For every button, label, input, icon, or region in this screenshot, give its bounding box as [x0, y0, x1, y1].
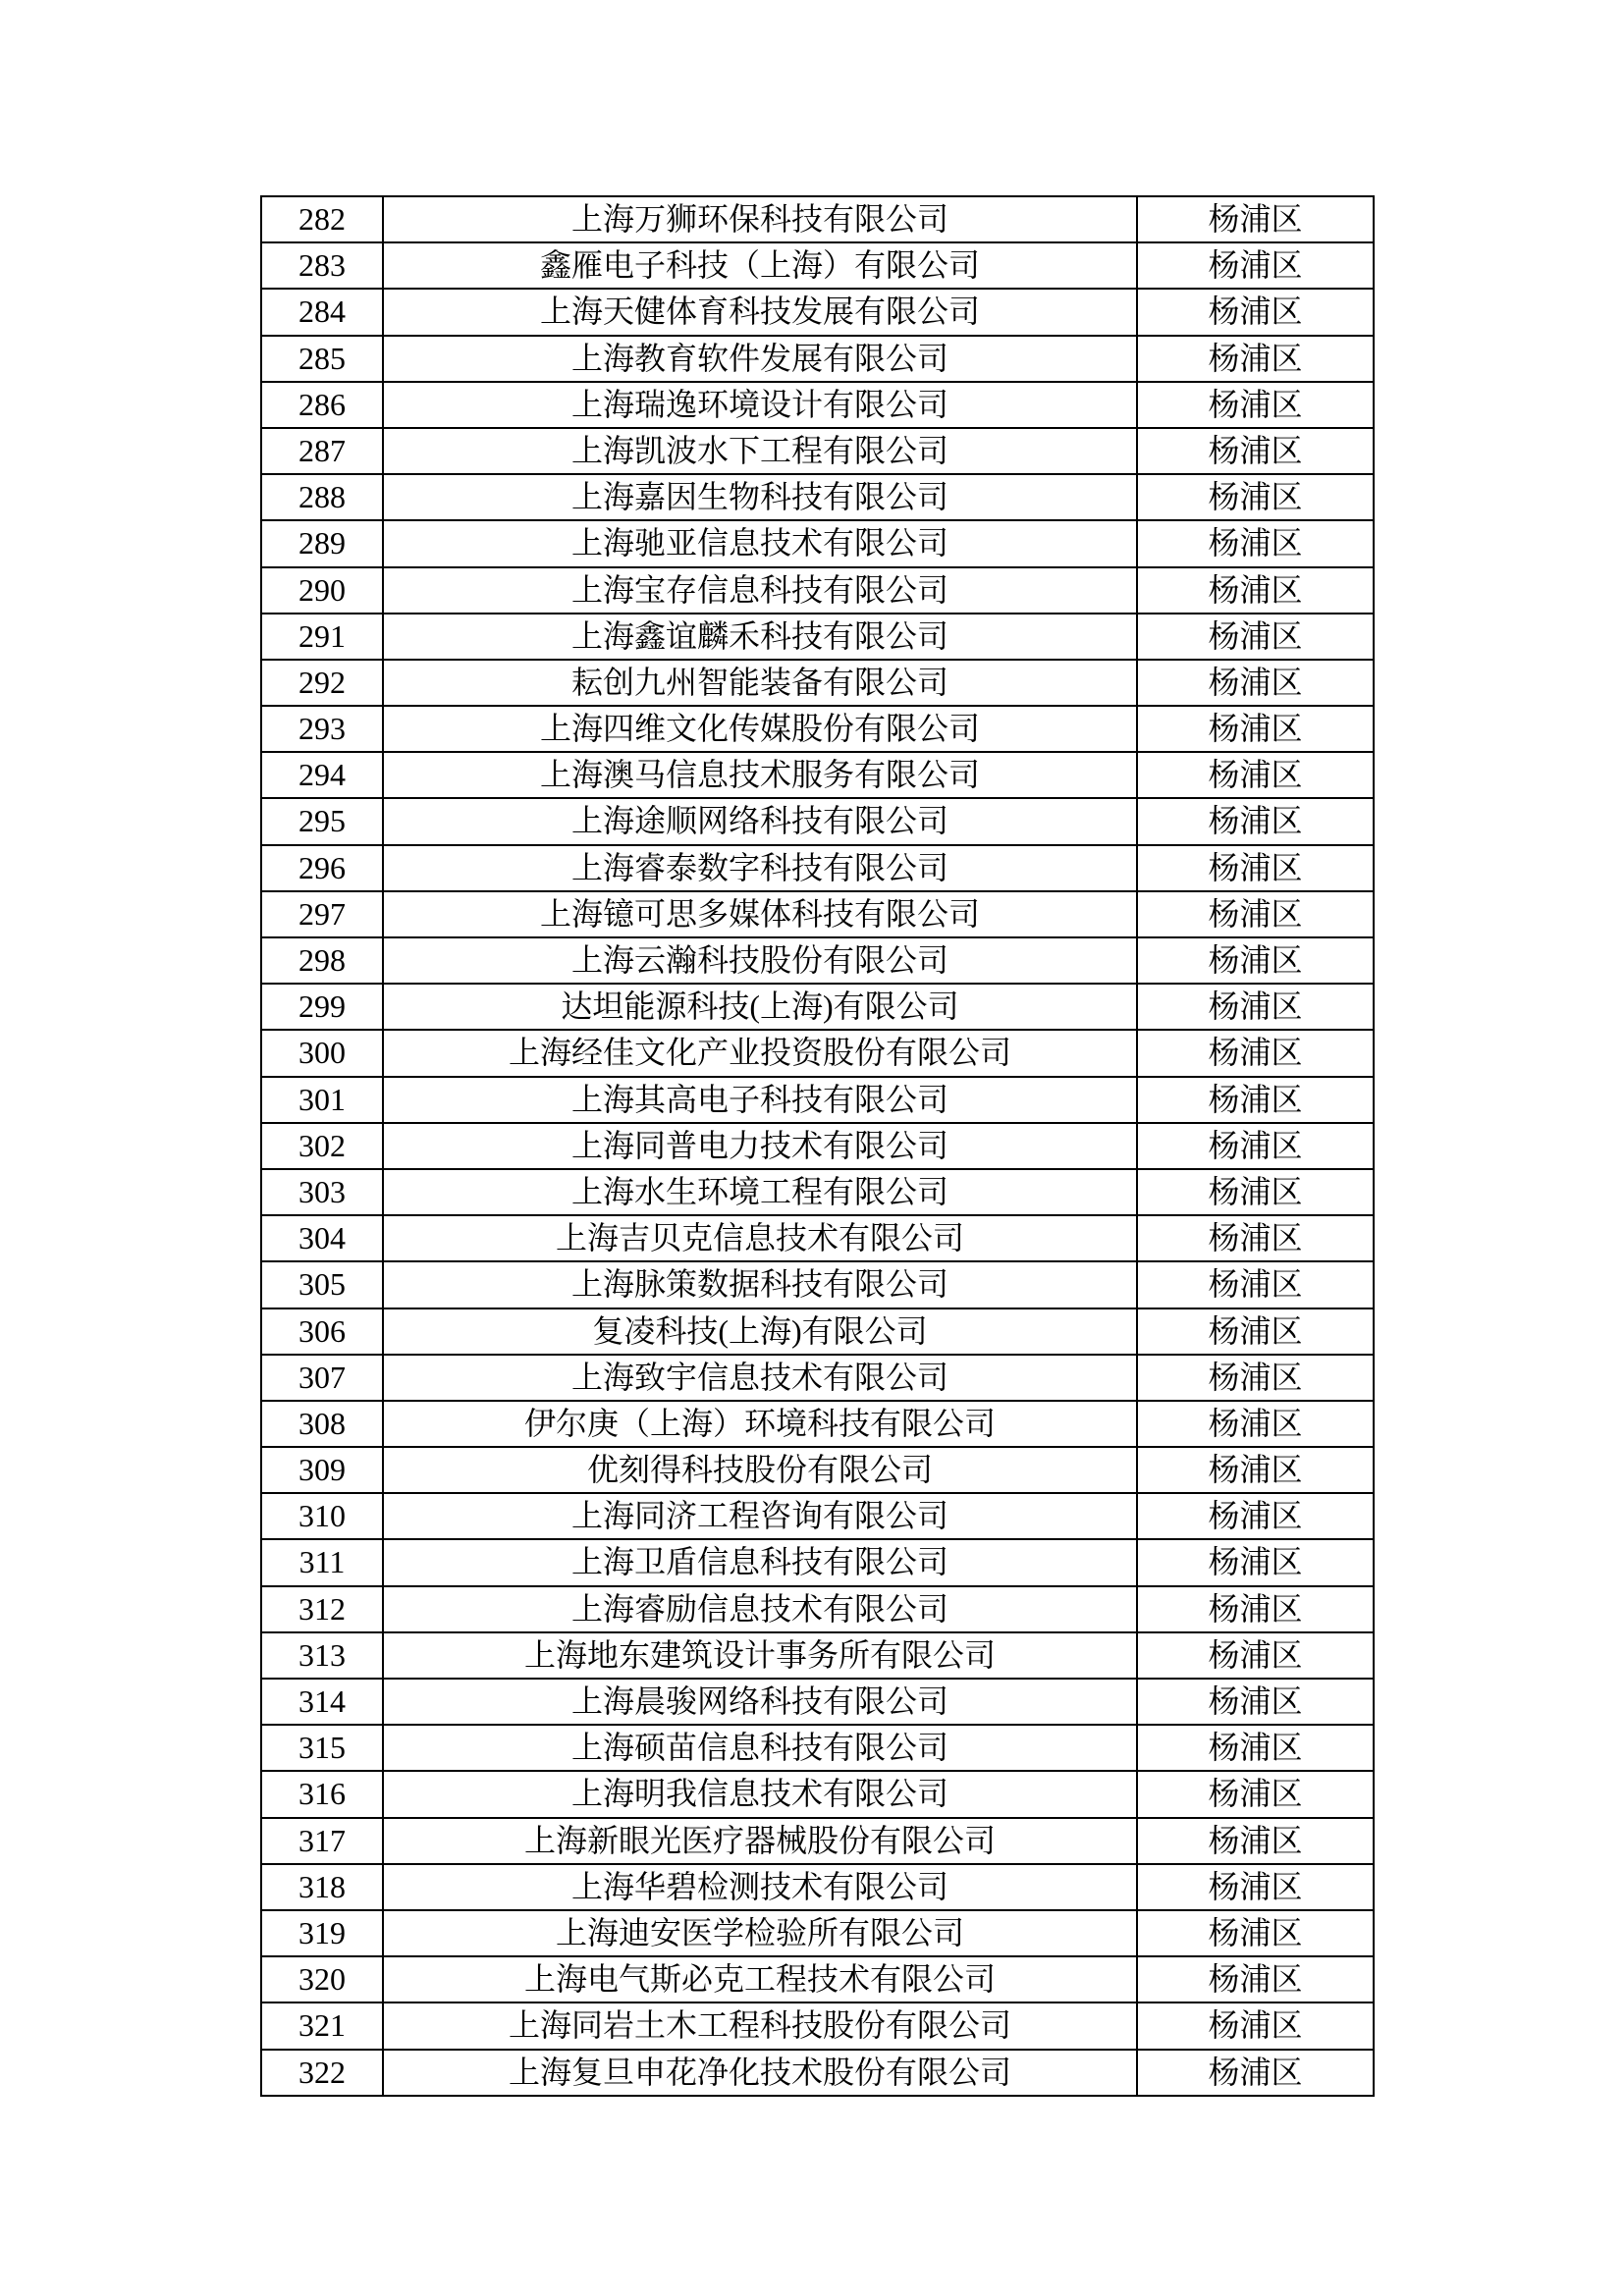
table-row [261, 1123, 1374, 1169]
table-row [261, 242, 1374, 289]
table-row [261, 660, 1374, 706]
company-name-cell: 达坦能源科技(上海)有限公司 [383, 984, 1137, 1030]
table-row [261, 2002, 1374, 2049]
table-row [261, 891, 1374, 937]
district-cell: 杨浦区 [1137, 428, 1374, 474]
row-number-cell: 282 [261, 196, 383, 242]
row-number-cell: 315 [261, 1725, 383, 1771]
table-row [261, 336, 1374, 382]
row-number-cell: 303 [261, 1169, 383, 1215]
company-name-cell: 上海天健体育科技发展有限公司 [383, 289, 1137, 335]
row-number-cell: 320 [261, 1956, 383, 2002]
company-name-cell: 上海万狮环保科技有限公司 [383, 196, 1137, 242]
company-name-cell: 伊尔庚（上海）环境科技有限公司 [383, 1401, 1137, 1447]
row-number-cell: 318 [261, 1864, 383, 1910]
company-name-cell: 上海宝存信息科技有限公司 [383, 567, 1137, 614]
company-name-cell: 上海经佳文化产业投资股份有限公司 [383, 1030, 1137, 1076]
row-number-cell: 321 [261, 2002, 383, 2049]
table-row [261, 1169, 1374, 1215]
row-number-cell: 285 [261, 336, 383, 382]
company-name-cell: 上海云瀚科技股份有限公司 [383, 937, 1137, 984]
table-row [261, 1539, 1374, 1585]
company-name-cell: 上海明我信息技术有限公司 [383, 1771, 1137, 1817]
district-cell: 杨浦区 [1137, 1818, 1374, 1864]
district-cell: 杨浦区 [1137, 1771, 1374, 1817]
district-cell: 杨浦区 [1137, 614, 1374, 660]
table-row [261, 1308, 1374, 1355]
row-number-cell: 309 [261, 1447, 383, 1493]
company-name-cell: 上海教育软件发展有限公司 [383, 336, 1137, 382]
row-number-cell: 289 [261, 520, 383, 566]
district-cell: 杨浦区 [1137, 1493, 1374, 1539]
district-cell: 杨浦区 [1137, 1261, 1374, 1308]
row-number-cell: 313 [261, 1632, 383, 1679]
district-cell: 杨浦区 [1137, 382, 1374, 428]
district-cell: 杨浦区 [1137, 520, 1374, 566]
company-name-cell: 上海新眼光医疗器械股份有限公司 [383, 1818, 1137, 1864]
table-row [261, 1818, 1374, 1864]
company-name-cell: 上海复旦申花净化技术股份有限公司 [383, 2050, 1137, 2097]
district-cell: 杨浦区 [1137, 196, 1374, 242]
company-name-cell: 上海致宇信息技术有限公司 [383, 1355, 1137, 1401]
row-number-cell: 283 [261, 242, 383, 289]
company-name-cell: 上海华碧检测技术有限公司 [383, 1864, 1137, 1910]
company-name-cell: 上海脉策数据科技有限公司 [383, 1261, 1137, 1308]
table-row [261, 614, 1374, 660]
row-number-cell: 314 [261, 1679, 383, 1725]
district-cell: 杨浦区 [1137, 1030, 1374, 1076]
district-cell: 杨浦区 [1137, 1123, 1374, 1169]
row-number-cell: 322 [261, 2050, 383, 2097]
district-cell: 杨浦区 [1137, 1401, 1374, 1447]
district-cell: 杨浦区 [1137, 1725, 1374, 1771]
row-number-cell: 306 [261, 1308, 383, 1355]
company-name-cell: 上海地东建筑设计事务所有限公司 [383, 1632, 1137, 1679]
table-row [261, 289, 1374, 335]
district-cell: 杨浦区 [1137, 336, 1374, 382]
row-number-cell: 304 [261, 1215, 383, 1261]
table-row [261, 196, 1374, 242]
district-cell: 杨浦区 [1137, 1910, 1374, 1956]
company-name-cell: 上海水生环境工程有限公司 [383, 1169, 1137, 1215]
row-number-cell: 295 [261, 798, 383, 844]
table-row [261, 798, 1374, 844]
district-cell: 杨浦区 [1137, 242, 1374, 289]
company-name-cell: 上海睿励信息技术有限公司 [383, 1586, 1137, 1632]
company-name-cell: 上海硕苗信息科技有限公司 [383, 1725, 1137, 1771]
row-number-cell: 298 [261, 937, 383, 984]
table-row [261, 1864, 1374, 1910]
district-cell: 杨浦区 [1137, 1956, 1374, 2002]
district-cell: 杨浦区 [1137, 1586, 1374, 1632]
table-row [261, 1030, 1374, 1076]
district-cell: 杨浦区 [1137, 891, 1374, 937]
company-name-cell: 上海嘉因生物科技有限公司 [383, 474, 1137, 520]
district-cell: 杨浦区 [1137, 1169, 1374, 1215]
district-cell: 杨浦区 [1137, 1864, 1374, 1910]
district-cell: 杨浦区 [1137, 1308, 1374, 1355]
district-cell: 杨浦区 [1137, 289, 1374, 335]
company-table-body [261, 196, 1374, 2096]
company-name-cell: 上海电气斯必克工程技术有限公司 [383, 1956, 1137, 2002]
company-name-cell: 上海迪安医学检验所有限公司 [383, 1910, 1137, 1956]
district-cell: 杨浦区 [1137, 2050, 1374, 2097]
district-cell: 杨浦区 [1137, 984, 1374, 1030]
district-cell: 杨浦区 [1137, 1077, 1374, 1123]
row-number-cell: 305 [261, 1261, 383, 1308]
company-name-cell: 上海吉贝克信息技术有限公司 [383, 1215, 1137, 1261]
table-row [261, 1077, 1374, 1123]
district-cell: 杨浦区 [1137, 660, 1374, 706]
district-cell: 杨浦区 [1137, 845, 1374, 891]
company-name-cell: 复凌科技(上海)有限公司 [383, 1308, 1137, 1355]
table-row [261, 1493, 1374, 1539]
company-name-cell: 上海瑞逸环境设计有限公司 [383, 382, 1137, 428]
table-row [261, 1679, 1374, 1725]
row-number-cell: 288 [261, 474, 383, 520]
table-row [261, 1586, 1374, 1632]
company-list-table [260, 195, 1375, 2097]
table-row [261, 2050, 1374, 2097]
row-number-cell: 284 [261, 289, 383, 335]
row-number-cell: 296 [261, 845, 383, 891]
row-number-cell: 317 [261, 1818, 383, 1864]
company-name-cell: 上海同岩土木工程科技股份有限公司 [383, 2002, 1137, 2049]
district-cell: 杨浦区 [1137, 798, 1374, 844]
company-name-cell: 上海其高电子科技有限公司 [383, 1077, 1137, 1123]
company-name-cell: 耘创九州智能装备有限公司 [383, 660, 1137, 706]
row-number-cell: 293 [261, 706, 383, 752]
district-cell: 杨浦区 [1137, 567, 1374, 614]
row-number-cell: 308 [261, 1401, 383, 1447]
row-number-cell: 299 [261, 984, 383, 1030]
company-name-cell: 上海镱可思多媒体科技有限公司 [383, 891, 1137, 937]
district-cell: 杨浦区 [1137, 474, 1374, 520]
row-number-cell: 302 [261, 1123, 383, 1169]
table-row [261, 1632, 1374, 1679]
table-row [261, 520, 1374, 566]
table-row [261, 1771, 1374, 1817]
table-row [261, 845, 1374, 891]
row-number-cell: 311 [261, 1539, 383, 1585]
district-cell: 杨浦区 [1137, 937, 1374, 984]
table-row [261, 474, 1374, 520]
row-number-cell: 300 [261, 1030, 383, 1076]
table-row [261, 1215, 1374, 1261]
district-cell: 杨浦区 [1137, 752, 1374, 798]
table-row [261, 1910, 1374, 1956]
table-row [261, 937, 1374, 984]
company-name-cell: 上海同普电力技术有限公司 [383, 1123, 1137, 1169]
company-name-cell: 上海澳马信息技术服务有限公司 [383, 752, 1137, 798]
company-name-cell: 上海四维文化传媒股份有限公司 [383, 706, 1137, 752]
company-name-cell: 上海卫盾信息科技有限公司 [383, 1539, 1137, 1585]
district-cell: 杨浦区 [1137, 1215, 1374, 1261]
table-row [261, 1956, 1374, 2002]
row-number-cell: 290 [261, 567, 383, 614]
row-number-cell: 319 [261, 1910, 383, 1956]
district-cell: 杨浦区 [1137, 1632, 1374, 1679]
row-number-cell: 291 [261, 614, 383, 660]
table-row [261, 706, 1374, 752]
table-row [261, 1447, 1374, 1493]
row-number-cell: 310 [261, 1493, 383, 1539]
district-cell: 杨浦区 [1137, 1447, 1374, 1493]
table-row [261, 1261, 1374, 1308]
company-name-cell: 鑫雁电子科技（上海）有限公司 [383, 242, 1137, 289]
row-number-cell: 316 [261, 1771, 383, 1817]
company-name-cell: 上海途顺网络科技有限公司 [383, 798, 1137, 844]
district-cell: 杨浦区 [1137, 1355, 1374, 1401]
row-number-cell: 297 [261, 891, 383, 937]
company-name-cell: 上海鑫谊麟禾科技有限公司 [383, 614, 1137, 660]
table-row [261, 567, 1374, 614]
table-row [261, 382, 1374, 428]
company-name-cell: 上海凯波水下工程有限公司 [383, 428, 1137, 474]
row-number-cell: 301 [261, 1077, 383, 1123]
company-name-cell: 上海晨骏网络科技有限公司 [383, 1679, 1137, 1725]
company-name-cell: 上海睿泰数字科技有限公司 [383, 845, 1137, 891]
row-number-cell: 286 [261, 382, 383, 428]
district-cell: 杨浦区 [1137, 2002, 1374, 2049]
company-name-cell: 优刻得科技股份有限公司 [383, 1447, 1137, 1493]
district-cell: 杨浦区 [1137, 1679, 1374, 1725]
table-row [261, 1401, 1374, 1447]
table-row [261, 1725, 1374, 1771]
row-number-cell: 287 [261, 428, 383, 474]
company-name-cell: 上海驰亚信息技术有限公司 [383, 520, 1137, 566]
row-number-cell: 307 [261, 1355, 383, 1401]
table-row [261, 984, 1374, 1030]
row-number-cell: 294 [261, 752, 383, 798]
company-name-cell: 上海同济工程咨询有限公司 [383, 1493, 1137, 1539]
table-row [261, 752, 1374, 798]
table-row [261, 1355, 1374, 1401]
district-cell: 杨浦区 [1137, 1539, 1374, 1585]
table-row [261, 428, 1374, 474]
row-number-cell: 312 [261, 1586, 383, 1632]
row-number-cell: 292 [261, 660, 383, 706]
district-cell: 杨浦区 [1137, 706, 1374, 752]
